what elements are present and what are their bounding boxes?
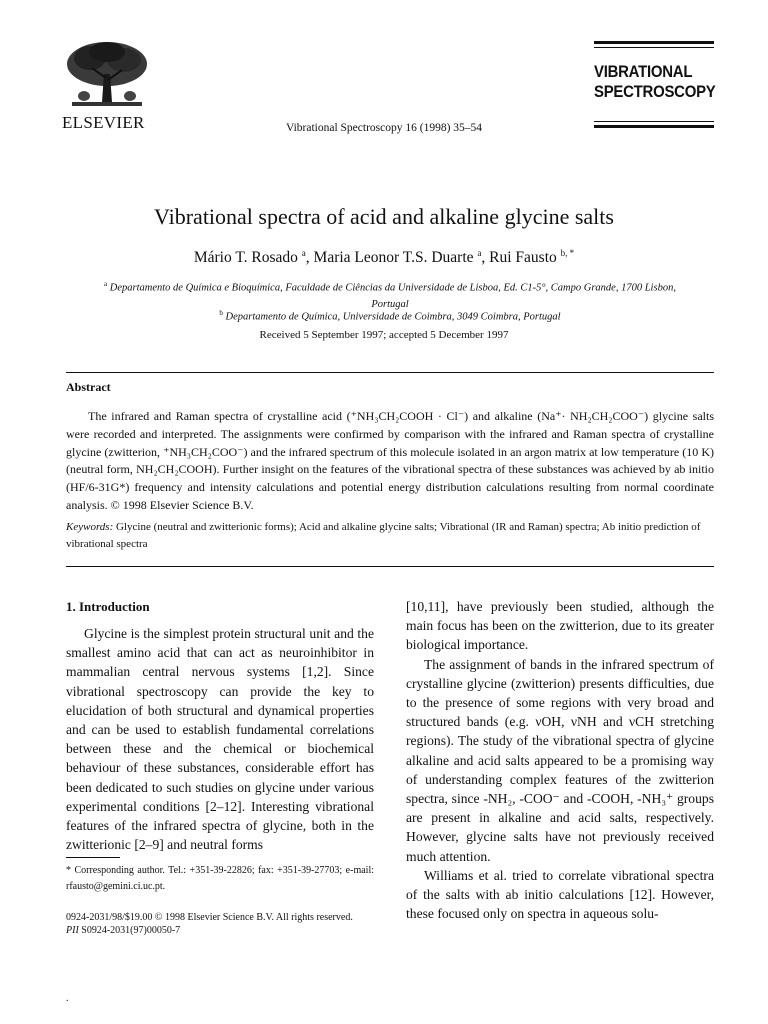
- author-list: Mário T. Rosado $^a$, Maria Leonor T.S. Duarte $^a$, Rui Fausto $^{b, *}$: [193, 248, 575, 267]
- body-column-right: [406, 597, 714, 923]
- section-heading: 1. Introduction: [66, 599, 150, 614]
- journal-citation: Vibrational Spectroscopy 16 (1998) 35–54: [285, 122, 483, 134]
- pii-value: S0924-2031(97)00050-7: [81, 925, 181, 936]
- journal-logo: [594, 62, 716, 102]
- author-affiliation-marker: a: [301, 248, 306, 258]
- keywords-label: Keywords:: [66, 521, 114, 533]
- author-name: Mário T. Rosado: [193, 249, 298, 267]
- body-column-left: [66, 624, 374, 854]
- corresponding-author-footnote: * Corresponding author. Tel.: +351-39-22826; fax: +351-39-27703; e-mail: rfausto@gemini.ci.uc.pt.: [66, 865, 374, 892]
- affiliation-text: Portugal: [371, 298, 409, 310]
- page-mark: .: [66, 993, 69, 1004]
- affiliation-text: Departamento de Química, Universidade de Coimbra, 3049 Coimbra, Portugal: [225, 311, 561, 323]
- footnote-rule: [66, 857, 120, 858]
- abstract-rule-bottom: [66, 566, 714, 567]
- body-paragraph: Glycine is the simplest protein structural unit and the smallest amino acid that can act as neuroinhibitor in mammalian central nervous systems [1,2]. Since vibrational spectroscopy can provide the key to elucidation of both structural and dynamical properties and can be used to establish fundamental correlations between these and the chemical or biochemical behaviour of these substances, considerable effort has been dedicated to such studies on glycine under various experimental conditions [2–12]. Interesting vibrational features of the infrared spectra of glycine, both in the zwitterionic [2–9] and neutral forms: [66, 626, 374, 853]
- affiliation-b: [70, 305, 710, 326]
- header-rule-top-thin: [594, 47, 714, 48]
- journal-name-line1: VIBRATIONAL: [594, 62, 693, 81]
- abstract-rule-top: [66, 372, 714, 373]
- abstract-heading: Abstract: [66, 380, 111, 394]
- paper-title: Vibrational spectra of acid and alkaline glycine salts: [154, 204, 614, 229]
- abstract-text: The infrared and Raman spectra of crystalline acid (⁺NH₃CH₂COOH · Cl⁻) and alkaline (Na⁺· NH₂CH₂COO⁻) glycine salts were recorded and interpreted. The assignments were confirmed by comparison with the infrared and Raman spectra of crystalline glycine (zwitterion, ⁺NH₃CH₂COO⁻) and the infrared spectrum of this molecule isolated in an argon matrix at low temperature (10 K) (neutral form, NH₂CH₂COOH). Further insight on the features of the vibrational spectra of these substances was achieved by ab initio (HF/6-31G*) frequency and intensity calculations and potential energy distribution calculations resulting from normal coordinate analysis. © 1998 Elsevier Science B.V.: [66, 409, 714, 512]
- journal-name-line2: SPECTROSCOPY: [594, 82, 716, 101]
- keywords: [66, 519, 714, 553]
- body-paragraph: [10,11], have previously been studied, although the main focus has been on the zwitterion, due to its greater biological importance.: [406, 599, 714, 653]
- copyright-line: 0924-2031/98/$19.00 © 1998 Elsevier Science B.V. All rights reserved.: [66, 912, 353, 923]
- body-paragraph: Williams et al. tried to correlate vibrational spectra of the salts with ab initio calculations [12]. However, these focused only on spectra in aqueous solu-: [406, 867, 714, 922]
- author-affiliation-marker: b, *: [560, 248, 575, 258]
- header-rule-bottom-thin: [594, 121, 714, 122]
- pii-line: [66, 925, 180, 936]
- header-rule-top: [594, 41, 714, 44]
- received-dates: Received 5 September 1997; accepted 5 December 1997: [259, 329, 509, 341]
- author-name: Rui Fausto: [489, 249, 557, 267]
- pii-label: PII: [66, 925, 79, 936]
- publisher-name: ELSEVIER: [62, 113, 145, 132]
- affiliation-text: Departamento de Química e Bioquímica, Faculdade de Ciências da Universidade de Lisboa, Ed. C1-5°, Campo Grande, 1700 Lisbon,: [109, 282, 676, 294]
- affiliation-marker: a: [104, 280, 108, 288]
- author-affiliation-marker: a: [477, 248, 482, 258]
- header-rule-bottom: [594, 125, 714, 128]
- affiliation-marker: b: [219, 309, 223, 317]
- keywords-text: Glycine (neutral and zwitterionic forms); Acid and alkaline glycine salts; Vibrational (IR and Raman) spectra; Ab initio prediction of vibrational spectra: [66, 521, 701, 550]
- author-name: Maria Leonor T.S. Duarte: [313, 249, 474, 267]
- elsevier-tree-logo-icon: [62, 38, 152, 116]
- body-paragraph: The assignment of bands in the infrared spectrum of crystalline glycine (zwitterion) presents difficulties, due to the presence of some regions with very broad and structured bands (e.g. νOH, νNH and νCH stretching regions). The study of the vibrational spectra of glycine alkaline and acid salts appeared to be a promising way of understanding complex features of the zwitterion spectra, since -NH₂, -COO⁻ and -COOH, -NH₃⁺ groups are present in alkaline and acid salts, respectively. However, glycine salts have not previously received much attention.: [406, 656, 714, 864]
